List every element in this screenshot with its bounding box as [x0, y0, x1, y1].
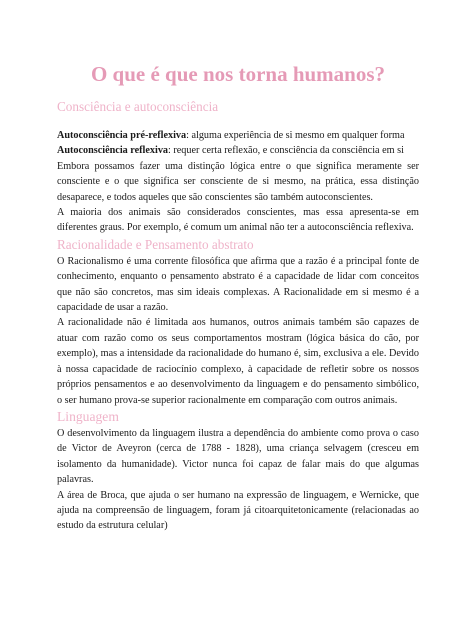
definition-text-reflexiva: : requer certa reflexão, e consciência da consciência em si: [168, 145, 404, 157]
definition-pre-reflexiva: [57, 128, 419, 143]
paragraph-racionalidade-2: A racionalidade não é limitada aos humanos, outros animais também são capazes de atuar com razão como os seus comportamentos mostram (lógica básica do cão, por exemplo), mas a intensidade da racionalidade do humano é, sim, exclusiva a ele. Devido à nossa capacidade de raciocínio complexo, à capacidade de refletir sobre os nossos próprios pensamentos e ao desenvolvimento da linguagem e do pensamento simbólico, o ser humano prova-se superior racionalmente em comparação com outros animais.: [57, 317, 419, 406]
paragraph-linguagem-2: A área de Broca, que ajuda o ser humano na expressão de linguagem, e Wernicke, que ajuda na compreensão de linguagem, foram já citoarquitetonicamente (relacionadas ao estudo da estrutura celular): [57, 489, 419, 532]
section-heading-consciencia: Consciência e autoconsciência: [57, 99, 219, 114]
definition-reflexiva: [57, 143, 419, 158]
definition-text-pre-reflexiva: : alguma experiência de si mesmo em qualquer forma: [186, 130, 405, 141]
paragraph-consciencia-2: A maioria dos animais são considerados conscientes, mas essa apresenta-se em diferentes graus. Por exemplo, é comum um animal não ter a autoconsciência reflexiva.: [57, 207, 419, 234]
paragraph-consciencia-1: Embora possamos fazer uma distinção lógica entre o que significa meramente ser consciente e o que significa ser consciente de si mesmo, na prática, essa distinção desaparece, e todos aqueles que são conscientes são também autoconscientes.: [57, 160, 419, 203]
page-title: O que é que nos torna humanos?: [90, 62, 386, 86]
paragraph-racionalidade-1: O Racionalismo é uma corrente filosófica que afirma que a razão é a principal fonte de conhecimento, enquanto o pensamento abstrato é a capacidade de lidar com conceitos que não são concretos, mas sim ideais complexas. A Racionalidade em si mesmo é a capacidade de usar a razão.: [57, 255, 419, 314]
section-heading-racionalidade: Racionalidade e Pensamento abstrato: [57, 236, 254, 252]
section-heading-linguagem: Linguagem: [57, 408, 119, 424]
paragraph-linguagem-1: O desenvolvimento da linguagem ilustra a dependência do ambiente como prova o caso de Victor de Aveyron (cerca de 1788 - 1828), uma criança selvagem (cresceu em isolamento da humanidade). Victor nunca foi capaz de falar mais do que algumas palavras.: [57, 427, 419, 486]
term-reflexiva: Autoconsciência reflexiva: [57, 145, 169, 157]
term-pre-reflexiva: Autoconsciência pré-reflexiva: [57, 130, 187, 141]
